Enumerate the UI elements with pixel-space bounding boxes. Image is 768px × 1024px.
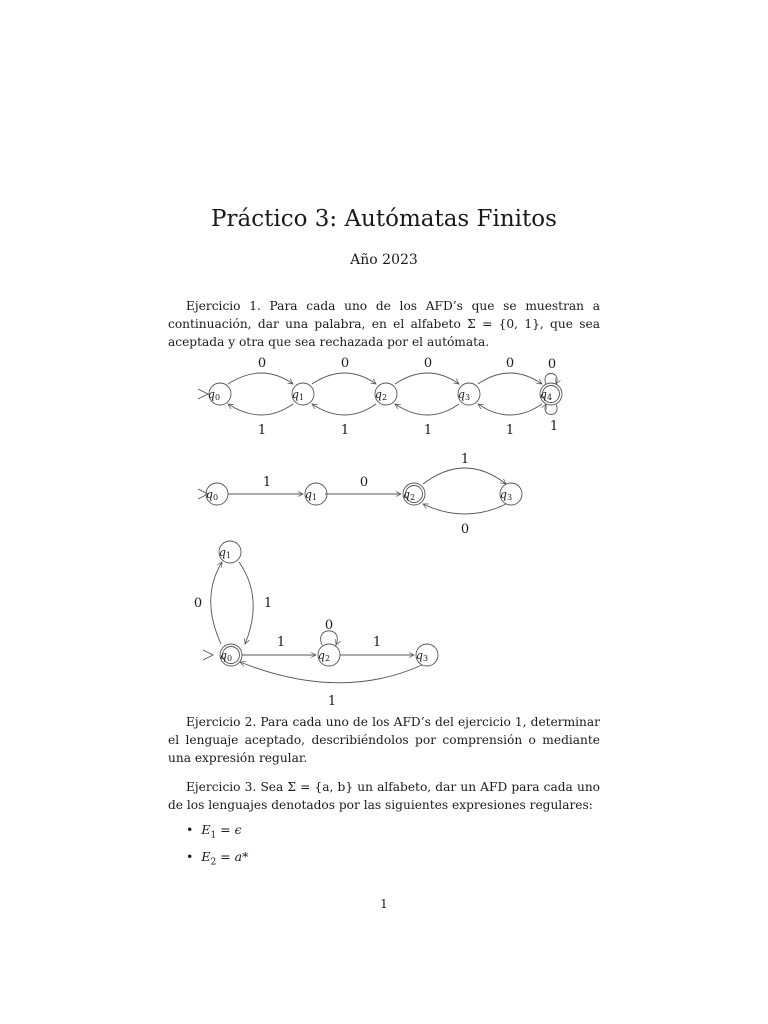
exercise-2-label: Ejercicio 2. [186, 715, 257, 729]
a2-edge-label: 0 [460, 522, 470, 537]
a1-edge-label: 1 [423, 423, 433, 438]
a3-edge-label: 1 [276, 635, 286, 650]
exercise-3 [168, 778, 600, 814]
state-label: q1 [291, 388, 305, 402]
state-label: q2 [374, 388, 388, 402]
a2-edge-label: 1 [262, 475, 272, 490]
exercise-1-text: Para cada uno de los AFD’s que se muestran a continuación, dar una palabra, en el alfabeto Σ = {0, 1}, que sea aceptada y otra que sea rechazada por el autómata. [168, 299, 600, 349]
a1-edge-label: 1 [257, 423, 267, 438]
a1-edge-label: 1 [505, 423, 515, 438]
exercise-1-label: Ejercicio 1. [186, 299, 261, 313]
state-label: q2 [402, 488, 416, 502]
document-title: Práctico 3: Autómatas Finitos [211, 206, 557, 232]
state-label: q0 [207, 388, 221, 402]
bullet-item: • $E_2 = a*$ [186, 849, 249, 868]
a3-edge-label: 1 [372, 635, 382, 650]
document-year: Año 2023 [350, 252, 418, 268]
a1-loop-label: 0 [547, 357, 557, 372]
state-label: q1 [304, 488, 318, 502]
state-label: q1 [218, 546, 232, 560]
exercise-3-text: Sea Σ = {a, b} un alfabeto, dar un AFD para cada uno de los lenguajes denotados por las siguientes expresiones regulares: [168, 780, 600, 812]
state-label: q4 [539, 388, 553, 402]
initial-arrow [203, 650, 213, 660]
state-label: q0 [219, 649, 233, 663]
a3-loop-label: 0 [324, 618, 334, 633]
state-label: q3 [457, 388, 471, 402]
a1-loop-label: 1 [549, 419, 559, 434]
initial-arrow [198, 389, 208, 399]
automata-figures [0, 340, 768, 710]
state-label: q3 [499, 488, 513, 502]
state-label: q0 [205, 488, 219, 502]
a3-edge-label: 1 [327, 694, 337, 709]
state-label: q2 [317, 649, 331, 663]
exercise-3-label: Ejercicio 3. [186, 780, 257, 794]
bullet-item: • $E_1 = \epsilon$ [186, 822, 242, 841]
a3-edge-label: 1 [263, 596, 273, 611]
a3-edge-label: 0 [193, 596, 203, 611]
bullet-icon: • [186, 849, 194, 864]
page-number: 1 [380, 897, 388, 911]
state-label: q3 [415, 649, 429, 663]
exercise-2 [168, 713, 600, 767]
a1-edge-label: 0 [423, 356, 433, 371]
a2-edge-label: 1 [460, 452, 470, 467]
bullet-icon: • [186, 822, 194, 837]
exercise-2-text: Para cada uno de los AFD’s del ejercicio 1, determinar el lenguaje aceptado, describiéndolos por comprensión o mediante una expresión regular. [168, 715, 600, 765]
a2-edge-label: 0 [359, 475, 369, 490]
a1-edge-label: 1 [340, 423, 350, 438]
a1-edge-label: 0 [257, 356, 267, 371]
a1-edge-label: 0 [505, 356, 515, 371]
a1-edge-label: 0 [340, 356, 350, 371]
